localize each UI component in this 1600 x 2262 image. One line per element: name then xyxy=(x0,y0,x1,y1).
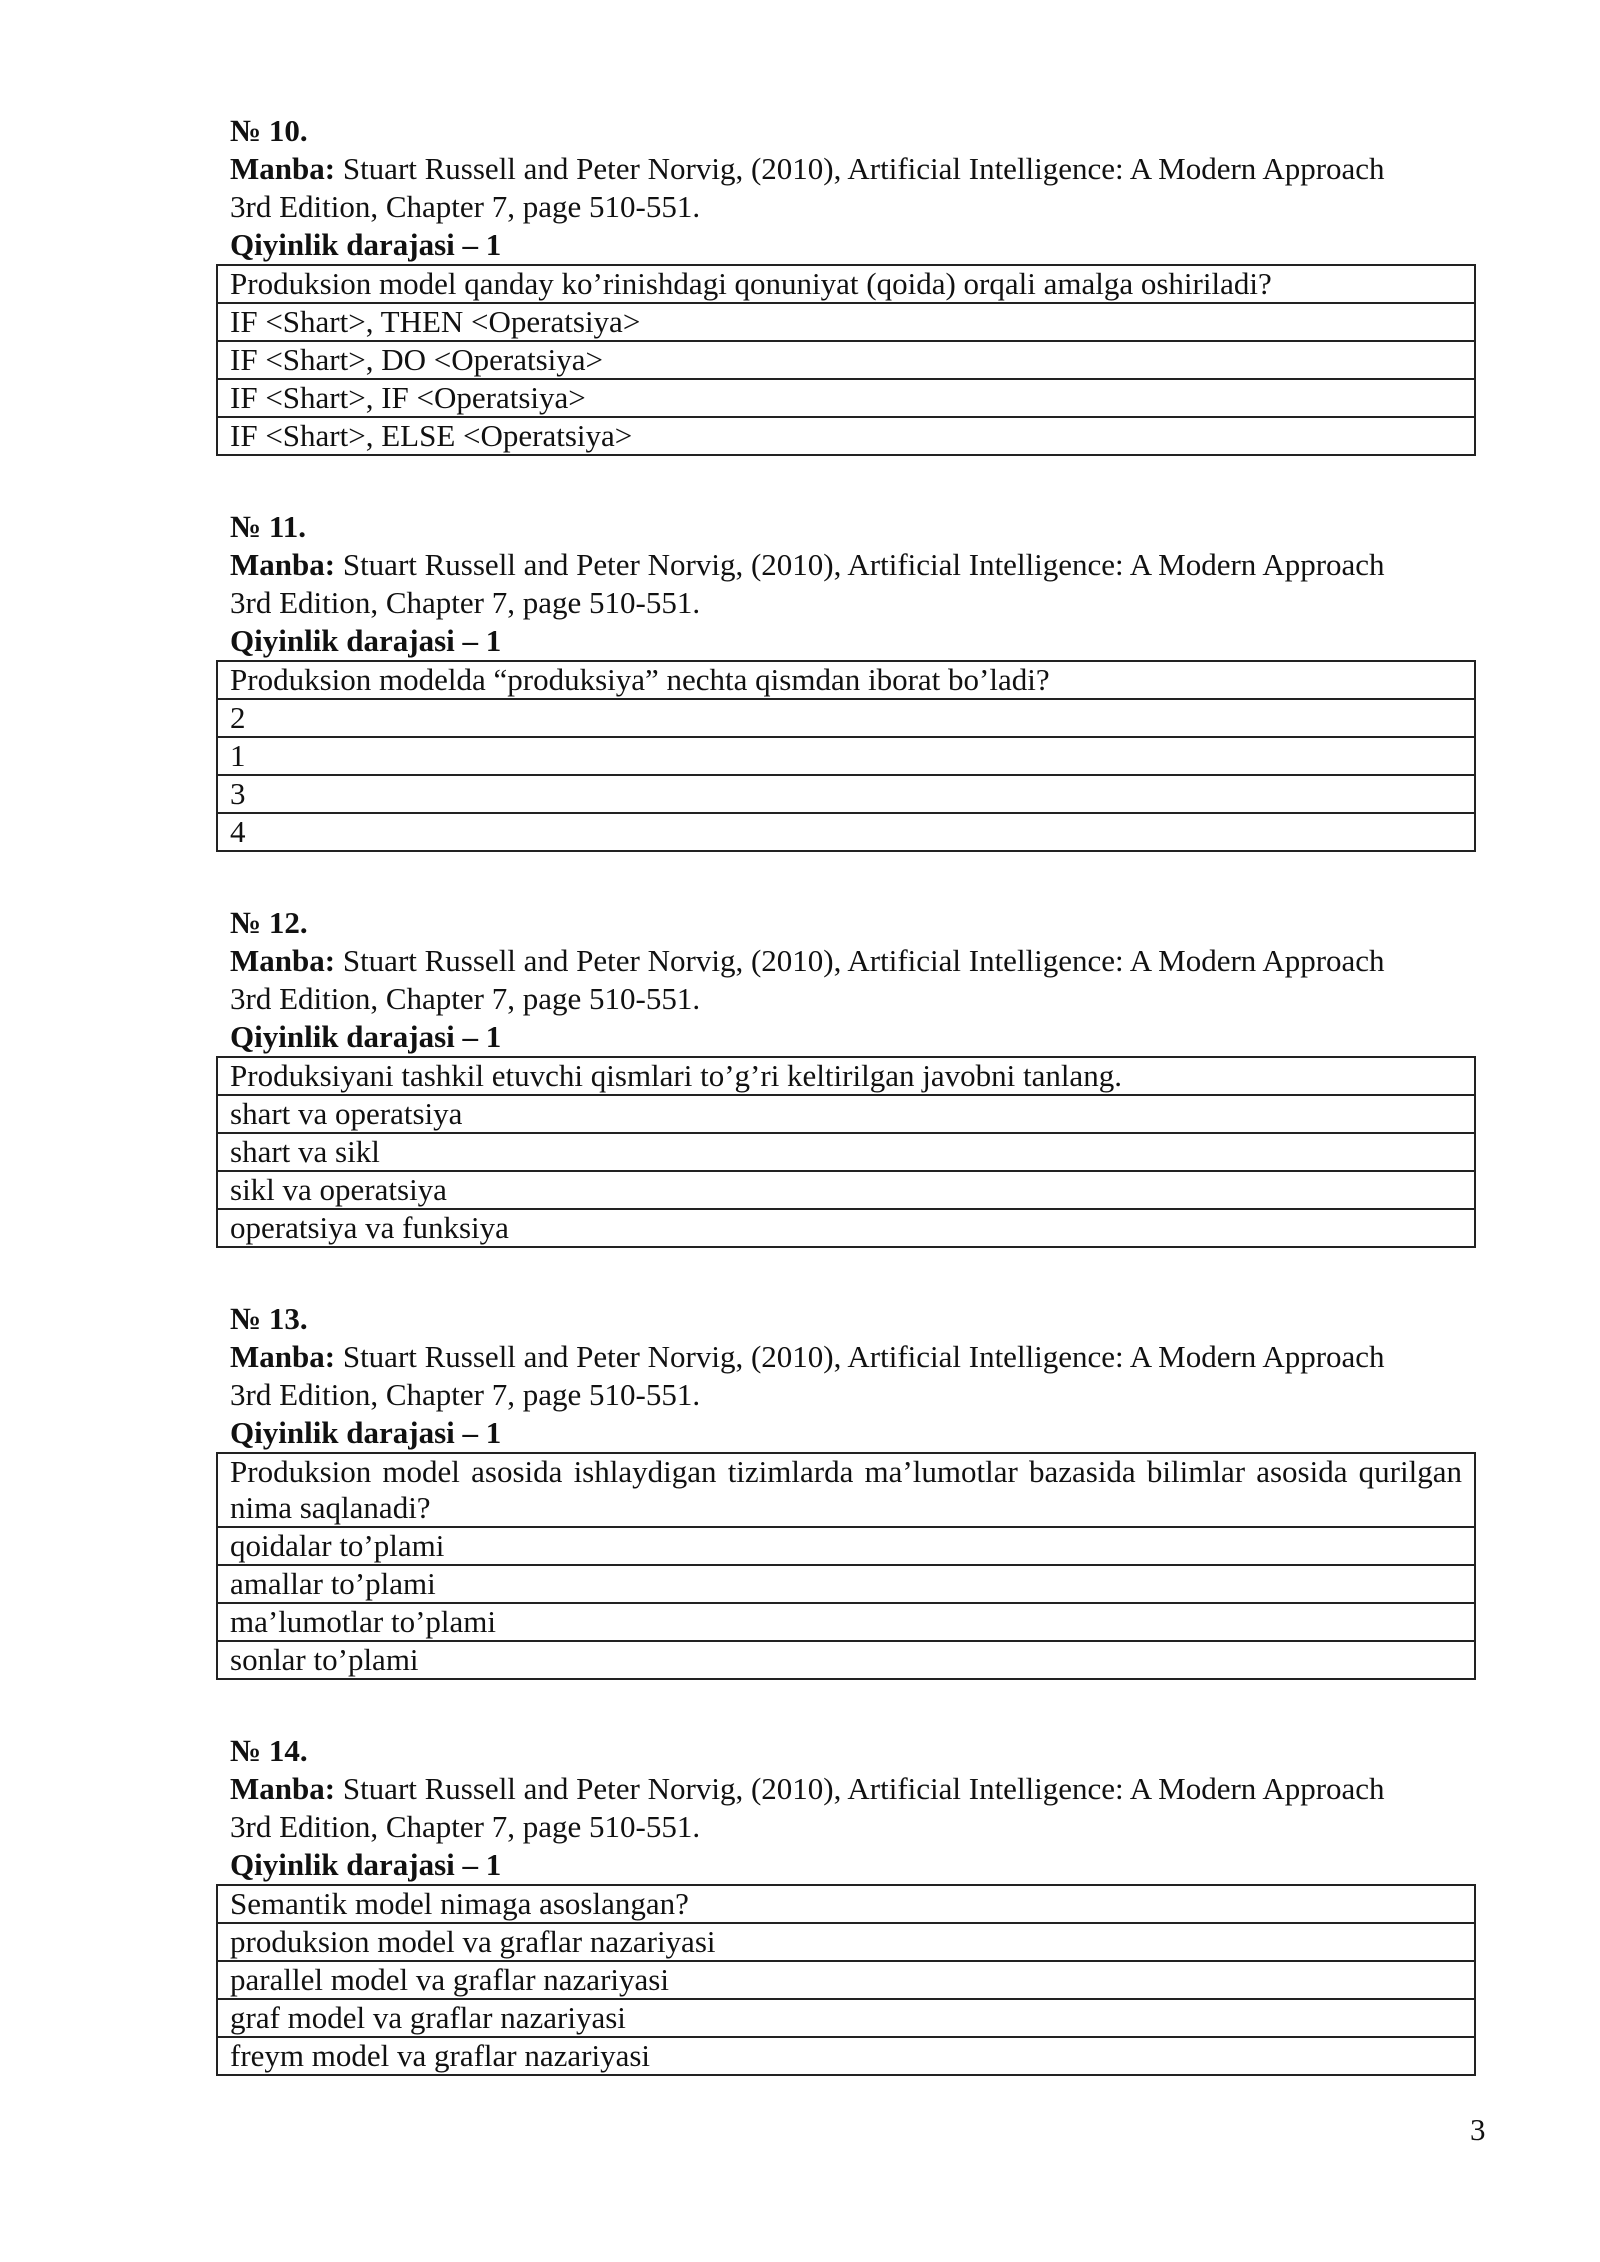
option-row xyxy=(217,303,1475,341)
question-text: Produksion modelda “produksiya” nechta qismdan iborat bo’ladi? xyxy=(217,661,1475,699)
option-row xyxy=(217,1999,1475,2037)
question-text: Semantik model nimaga asoslangan? xyxy=(217,1885,1475,1923)
source-text: Stuart Russell and Peter Norvig, (2010), Artificial Intelligence: A Modern Approach xyxy=(342,547,1385,582)
source-line-continued: 3rd Edition, Chapter 7, page 510-551. xyxy=(230,585,701,620)
question-table xyxy=(216,264,1476,456)
source-line-continued: 3rd Edition, Chapter 7, page 510-551. xyxy=(230,1809,701,1844)
source-text: Stuart Russell and Peter Norvig, (2010), Artificial Intelligence: A Modern Approach xyxy=(342,943,1385,978)
question-row xyxy=(217,1453,1475,1527)
option-text: IF <Shart>, IF <Operatsiya> xyxy=(217,379,1475,417)
option-text: shart va operatsiya xyxy=(217,1095,1475,1133)
source-label: Manba: xyxy=(230,151,336,186)
option-row xyxy=(217,417,1475,455)
source-text: Stuart Russell and Peter Norvig, (2010), Artificial Intelligence: A Modern Approach xyxy=(342,1339,1385,1374)
difficulty-level: Qiyinlik darajasi – 1 xyxy=(230,1019,502,1054)
option-text: IF <Shart>, THEN <Operatsiya> xyxy=(217,303,1475,341)
question-block-13 xyxy=(216,1300,1476,1680)
question-text: Produksiyani tashkil etuvchi qismlari to’g’ri keltirilgan javobni tanlang. xyxy=(217,1057,1475,1095)
question-row xyxy=(217,265,1475,303)
question-row xyxy=(217,1885,1475,1923)
source-line xyxy=(230,942,1476,980)
question-number: № 13. xyxy=(230,1301,308,1336)
option-row xyxy=(217,379,1475,417)
option-text: 4 xyxy=(217,813,1475,851)
option-row xyxy=(217,699,1475,737)
question-table xyxy=(216,1452,1476,1680)
option-text: ma’lumotlar to’plami xyxy=(217,1603,1475,1641)
question-text: Produksion model qanday ko’rinishdagi qonuniyat (qoida) orqali amalga oshiriladi? xyxy=(217,265,1475,303)
question-table xyxy=(216,1056,1476,1248)
source-line xyxy=(230,1770,1476,1808)
source-line xyxy=(230,150,1476,188)
option-row xyxy=(217,1133,1475,1171)
question-block-10 xyxy=(216,112,1476,456)
option-row xyxy=(217,341,1475,379)
option-text: graf model va graflar nazariyasi xyxy=(217,1999,1475,2037)
option-row xyxy=(217,1527,1475,1565)
source-label: Manba: xyxy=(230,547,336,582)
option-row xyxy=(217,1209,1475,1247)
option-row xyxy=(217,1565,1475,1603)
question-number: № 10. xyxy=(230,113,308,148)
option-text: produksion model va graflar nazariyasi xyxy=(217,1923,1475,1961)
question-number: № 11. xyxy=(230,509,306,544)
option-text: parallel model va graflar nazariyasi xyxy=(217,1961,1475,1999)
question-row xyxy=(217,1057,1475,1095)
question-row xyxy=(217,661,1475,699)
source-label: Manba: xyxy=(230,1771,336,1806)
difficulty-level: Qiyinlik darajasi – 1 xyxy=(230,1847,502,1882)
option-text: sikl va operatsiya xyxy=(217,1171,1475,1209)
document-page xyxy=(216,112,1476,2128)
source-line-continued: 3rd Edition, Chapter 7, page 510-551. xyxy=(230,981,701,1016)
option-row xyxy=(217,1641,1475,1679)
option-row xyxy=(217,1961,1475,1999)
question-table xyxy=(216,1884,1476,2076)
option-row xyxy=(217,775,1475,813)
source-line xyxy=(230,546,1476,584)
difficulty-level: Qiyinlik darajasi – 1 xyxy=(230,623,502,658)
option-text: qoidalar to’plami xyxy=(217,1527,1475,1565)
source-line xyxy=(230,1338,1476,1376)
option-text: sonlar to’plami xyxy=(217,1641,1475,1679)
difficulty-level: Qiyinlik darajasi – 1 xyxy=(230,1415,502,1450)
option-text: IF <Shart>, ELSE <Operatsiya> xyxy=(217,417,1475,455)
option-text: shart va sikl xyxy=(217,1133,1475,1171)
option-row xyxy=(217,737,1475,775)
question-table xyxy=(216,660,1476,852)
question-block-12 xyxy=(216,904,1476,1248)
option-text: freym model va graflar nazariyasi xyxy=(217,2037,1475,2075)
source-text: Stuart Russell and Peter Norvig, (2010), Artificial Intelligence: A Modern Approach xyxy=(342,1771,1385,1806)
difficulty-level: Qiyinlik darajasi – 1 xyxy=(230,227,502,262)
source-line-continued: 3rd Edition, Chapter 7, page 510-551. xyxy=(230,189,701,224)
source-label: Manba: xyxy=(230,1339,336,1374)
question-text: Produksion model asosida ishlaydigan tizimlarda ma’lumotlar bazasida bilimlar asosida qurilgan nima saqlanadi? xyxy=(217,1453,1475,1527)
question-block-14 xyxy=(216,1732,1476,2076)
option-text: operatsiya va funksiya xyxy=(217,1209,1475,1247)
option-text: IF <Shart>, DO <Operatsiya> xyxy=(217,341,1475,379)
option-row xyxy=(217,1095,1475,1133)
option-row xyxy=(217,1603,1475,1641)
source-text: Stuart Russell and Peter Norvig, (2010), Artificial Intelligence: A Modern Approach xyxy=(342,151,1385,186)
source-label: Manba: xyxy=(230,943,336,978)
option-text: 3 xyxy=(217,775,1475,813)
option-row xyxy=(217,1923,1475,1961)
page-number: 3 xyxy=(1470,2112,1486,2147)
option-row xyxy=(217,813,1475,851)
source-line-continued: 3rd Edition, Chapter 7, page 510-551. xyxy=(230,1377,701,1412)
option-row xyxy=(217,1171,1475,1209)
option-text: amallar to’plami xyxy=(217,1565,1475,1603)
option-text: 2 xyxy=(217,699,1475,737)
question-number: № 12. xyxy=(230,905,308,940)
option-text: 1 xyxy=(217,737,1475,775)
question-number: № 14. xyxy=(230,1733,308,1768)
option-row xyxy=(217,2037,1475,2075)
question-block-11 xyxy=(216,508,1476,852)
